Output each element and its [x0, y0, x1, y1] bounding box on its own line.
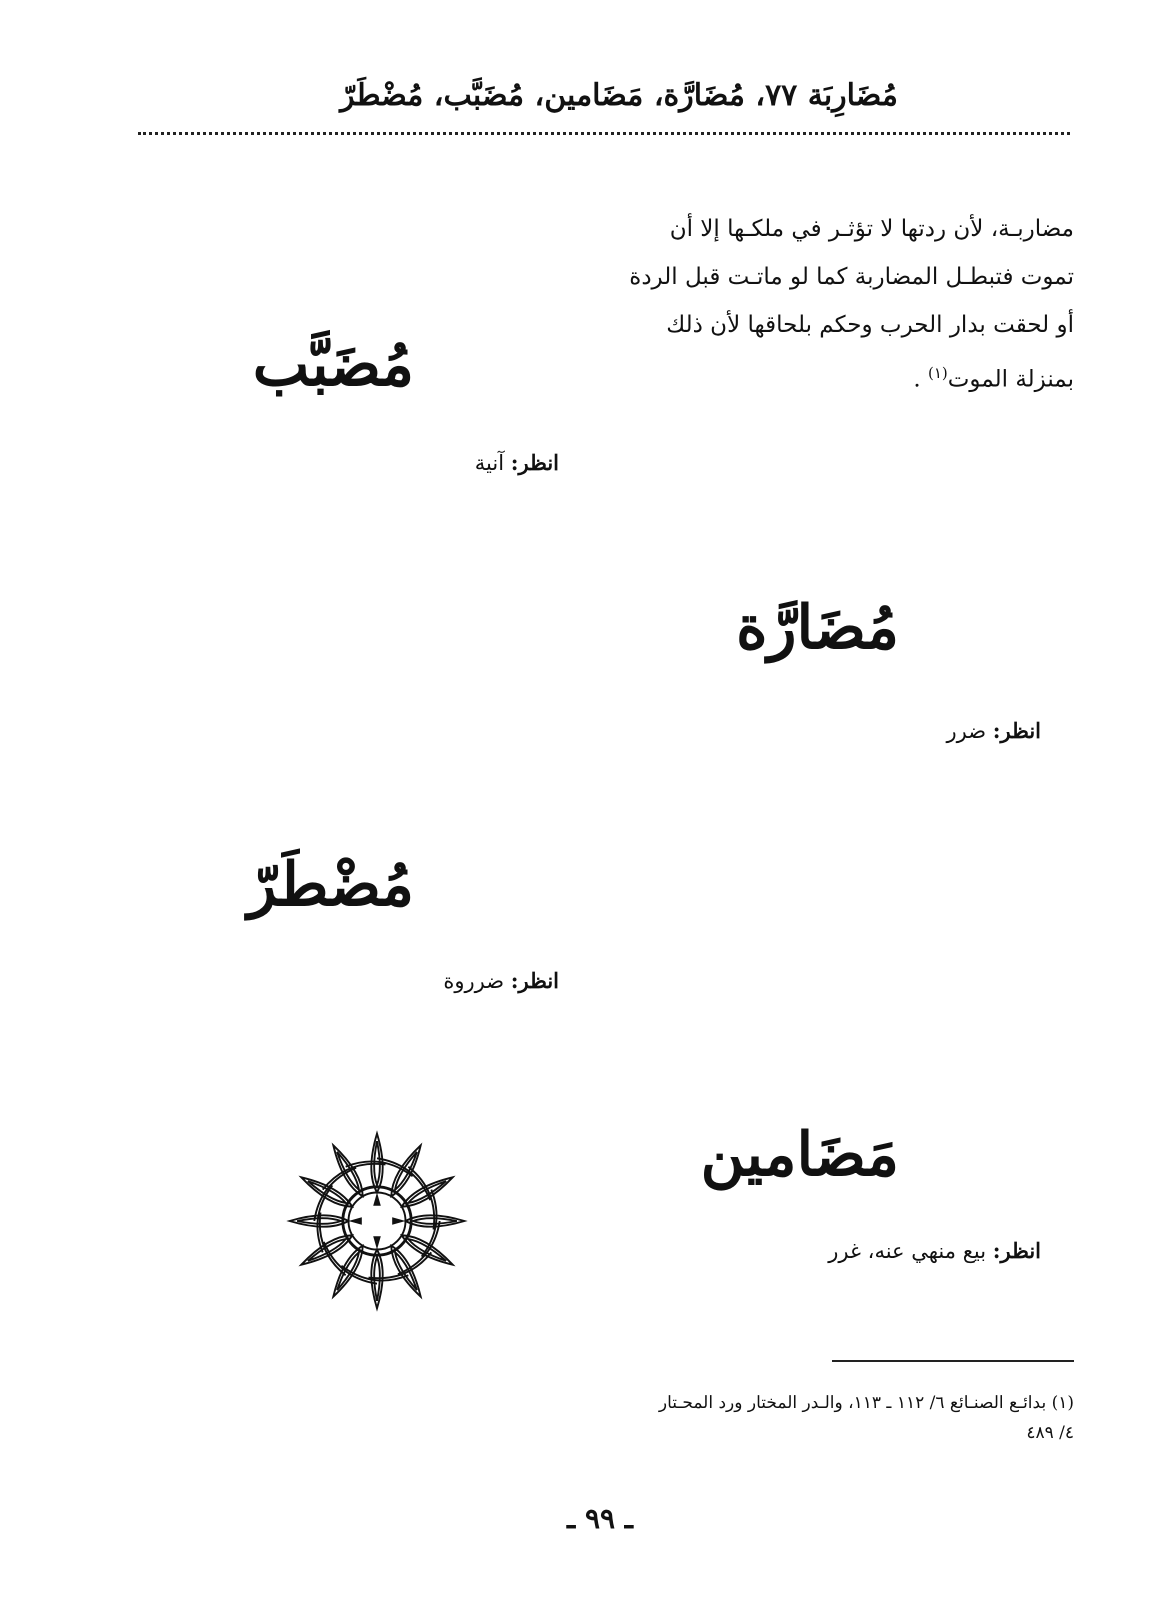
- see-label: انظر:: [992, 718, 1041, 743]
- body-line-4-text: بمنزلة الموت: [947, 366, 1074, 393]
- see-label: انظر:: [510, 968, 559, 993]
- body-line-2: تموت فتبطـل المضاربة كما لو ماتـت قبل الردة: [629, 264, 1074, 290]
- body-line-1: مضاربـة، لأن ردتها لا تؤثـر في ملكـها إلا أن: [669, 216, 1074, 242]
- see-label: انظر:: [992, 1238, 1041, 1263]
- running-header-title: مُضَارِبَة ٧٧، مُضَارَّة، مَضَامين، مُضَبَّب، مُضْطَرّ: [340, 78, 898, 113]
- entry-headword-mudabbab: مُضَبَّب: [252, 330, 414, 400]
- star-rosette-ornament-icon: [282, 1126, 472, 1316]
- footnote-line-1: (١) بدائـع الصنـائع ٦/ ١١٢ ـ ١١٣، والـدر المختار ورد المحـتار: [658, 1393, 1074, 1413]
- footnote-divider: [832, 1360, 1074, 1362]
- see-also-mudarra: [947, 718, 1042, 743]
- entry-headword-mudarra: مُضَارَّة: [736, 593, 899, 663]
- see-also-mudabbab: [475, 450, 559, 475]
- footnote-line-2: ٤/ ٤٨٩: [1026, 1423, 1074, 1443]
- see-value: بيع منهي عنه، غرر: [828, 1239, 987, 1263]
- page-number: ـ ٩٩ ـ: [567, 1502, 633, 1535]
- see-also-mudtarr: [443, 968, 559, 993]
- body-line-4: [614, 349, 1074, 404]
- see-also-madamin: [828, 1238, 1041, 1263]
- see-value: آنية: [474, 451, 505, 475]
- see-value: ضرر: [946, 719, 987, 743]
- entry-headword-mudtarr: مُضْطَرّ: [247, 850, 414, 920]
- see-label: انظر:: [510, 450, 559, 475]
- header-dotted-divider: [138, 132, 1070, 135]
- body-end-punctuation: .: [913, 366, 921, 393]
- footnote-reference: (١): [928, 364, 948, 382]
- entry-headword-madamin: مَضَامين: [700, 1120, 899, 1190]
- footnote: [624, 1388, 1074, 1448]
- body-line-3: أو لحقت بدار الحرب وحكم بلحاقها لأن ذلك: [666, 312, 1074, 338]
- see-value: ضرروة: [443, 969, 505, 993]
- body-paragraph: [614, 205, 1074, 404]
